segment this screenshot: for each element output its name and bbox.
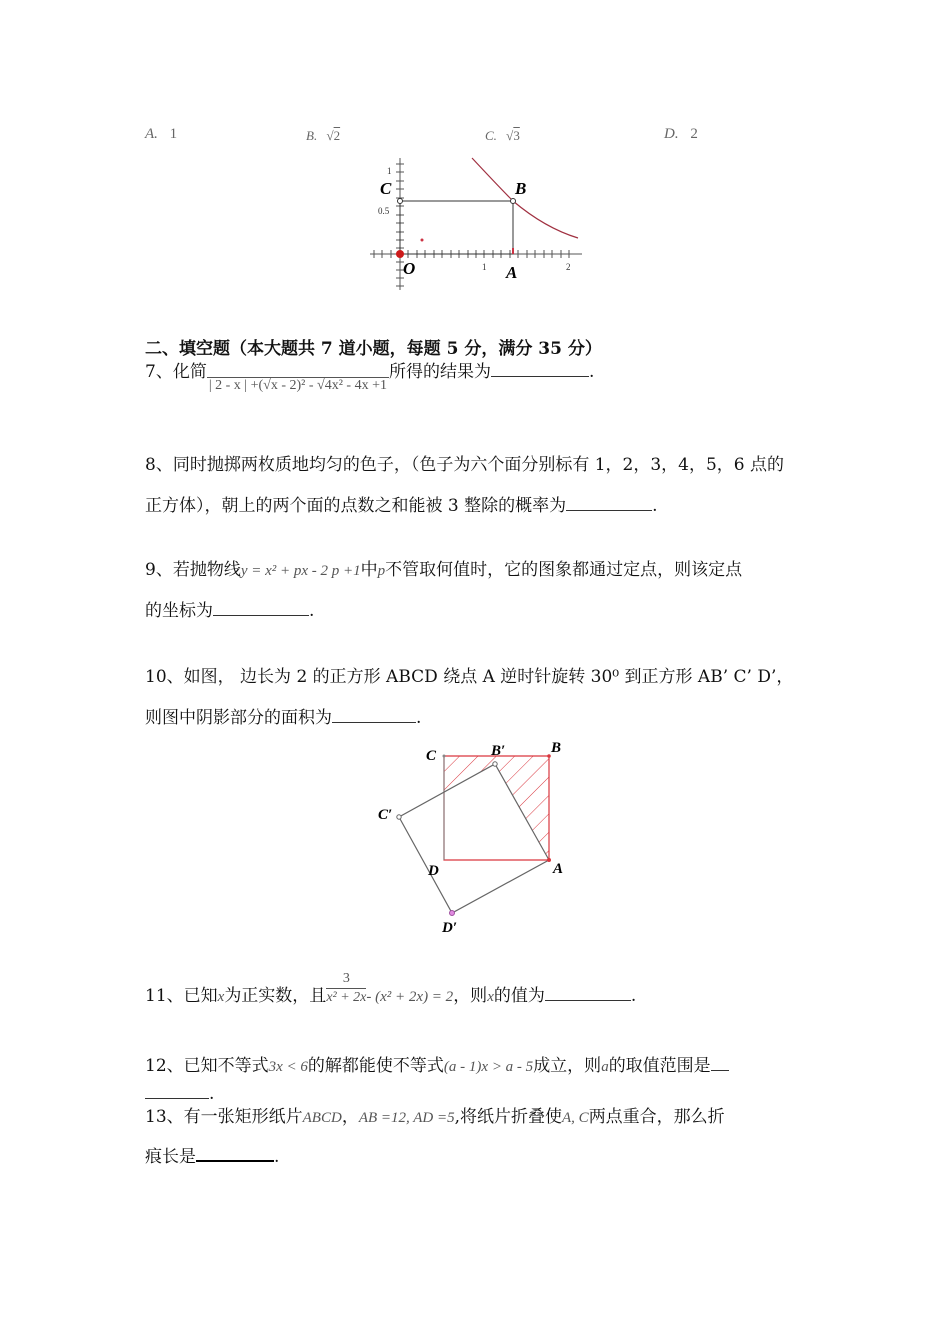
question-8-line2: [145, 492, 658, 519]
q11-var-2: x: [487, 989, 494, 1005]
point-stray: [421, 239, 424, 242]
section-heading: 二、填空题（本大题共 7 道小题，每题 5 分，满分 35 分）: [145, 339, 602, 359]
q13-dims: AB =12, AD =5: [358, 1110, 455, 1126]
q12-answer-blank-part1[interactable]: [711, 1052, 729, 1071]
tick-label-y05: 0.5: [378, 206, 390, 216]
graph-hyperbola-figure: [360, 150, 590, 290]
q11-prefix: 11、已知: [145, 986, 218, 1006]
option-c-label: C.: [485, 128, 497, 143]
q11-fraction: [326, 970, 366, 1007]
question-8-line1: 8、同时抛掷两枚质地均匀的色子，（色子为六个面分别标有 1，2，3，4，5，6 点的: [145, 455, 785, 475]
vertex-c: [443, 755, 446, 758]
q9-line2-text: 的坐标为: [145, 601, 213, 621]
q13-line2-text: 痕长是: [145, 1147, 196, 1167]
q13-sep: ，: [341, 1107, 359, 1127]
q7-answer-blank[interactable]: [491, 358, 589, 377]
q11-after2: 的值为: [493, 986, 545, 1006]
label-dp: D′: [442, 920, 458, 936]
point-c: [398, 199, 403, 204]
tick-label-x2: 2: [566, 262, 571, 272]
q13-answer-blank[interactable]: [196, 1142, 274, 1162]
option-b: [306, 128, 340, 144]
q12-mid: 的解都能使不等式: [307, 1056, 444, 1076]
q8-answer-blank[interactable]: [566, 492, 652, 511]
q13-prefix: 13、有一张矩形纸片: [145, 1107, 303, 1127]
option-b-label: B.: [306, 128, 318, 143]
option-a-value: 1: [169, 126, 178, 142]
vertex-bp: [493, 762, 497, 766]
q12-after: 成立，则: [533, 1056, 602, 1076]
question-7: [145, 358, 595, 393]
question-13-line1: [145, 1104, 725, 1131]
q11-formula-tail: - (x² + 2x) = 2: [366, 989, 454, 1005]
option-c-value: 3: [513, 128, 520, 143]
option-a: [145, 126, 177, 143]
label-c: C: [380, 179, 392, 198]
q13-after: 两点重合，那么折: [588, 1107, 725, 1127]
question-13-line2: [145, 1142, 279, 1170]
option-d: [664, 126, 698, 143]
option-b-value: 2: [333, 128, 341, 143]
q9-mid: 中: [360, 560, 378, 580]
q10-end: .: [416, 708, 422, 728]
option-d-value: 2: [690, 126, 698, 142]
hyperbola-curve: [472, 158, 578, 238]
question-10-line1: 10、如图， 边长为 2 的正方形 ABCD 绕点 A 逆时针旋转 30⁰ 到正方形 AB’ C’ D’，: [145, 667, 794, 687]
q9-answer-blank[interactable]: [213, 597, 309, 616]
q13-rect: ABCD: [302, 1110, 342, 1126]
question-12-line1: [145, 1052, 729, 1080]
q10-line2-text: 则图中阴影部分的面积为: [145, 708, 332, 728]
question-12-line2: [145, 1080, 214, 1107]
question-9-line2: [145, 597, 314, 624]
label-bp: B′: [491, 743, 506, 759]
q12-after2: 的取值范围是: [608, 1056, 711, 1076]
label-b: B: [551, 740, 562, 756]
label-o: O: [403, 259, 416, 278]
q7-end: .: [588, 362, 595, 382]
q13-mid: ,将纸片折叠使: [454, 1107, 563, 1127]
q7-suffix: 所得的结果为: [388, 362, 491, 382]
vertex-dp: [450, 911, 455, 916]
rectangle-oabc: [400, 201, 513, 254]
q11-after: ，则: [453, 986, 488, 1006]
option-b-radical: √: [326, 128, 334, 143]
label-b: B: [515, 179, 527, 198]
q9-after: 不管取何值时，它的图象都通过定点，则该定点: [385, 560, 743, 580]
q11-answer-blank[interactable]: [545, 982, 631, 1001]
q11-frac-den: x² + 2x: [326, 990, 367, 1005]
point-b: [511, 199, 516, 204]
label-cp: C′: [378, 807, 393, 823]
q8-line2-text: 正方体），朝上的两个面的点数之和能被 3 整除的概率为: [145, 496, 567, 516]
question-10-line2: [145, 704, 421, 731]
q10-answer-blank[interactable]: [332, 704, 416, 723]
option-d-label: D.: [664, 126, 679, 142]
q11-end: .: [630, 986, 637, 1006]
vertex-cp: [397, 815, 401, 819]
point-o: [396, 250, 404, 258]
q11-mid: 为正实数，且: [224, 986, 327, 1006]
q9-end: .: [309, 601, 315, 621]
label-a: A: [553, 861, 564, 877]
q7-formula: | 2 - x | +(√x - 2)² - √4x² - 4x +1: [208, 378, 387, 393]
tick-label-x1: 1: [482, 262, 487, 272]
q11-frac-num: 3: [326, 970, 366, 989]
label-d: D: [428, 863, 439, 879]
q12-var: a: [601, 1059, 609, 1075]
q12-end: .: [209, 1084, 215, 1104]
question-9-line1: [145, 557, 742, 584]
q13-end: .: [274, 1147, 280, 1167]
tick-label-y1: 1: [387, 166, 392, 176]
vertex-a: [547, 858, 551, 862]
q12-ineq1: 3x < 6: [268, 1059, 308, 1075]
q7-prefix: 7、化简: [145, 362, 207, 382]
q9-var: p: [377, 563, 386, 579]
q9-prefix: 9、若抛物线: [145, 560, 241, 580]
option-c-radical: √: [506, 128, 514, 143]
label-a: A: [506, 263, 518, 282]
rotated-square-figure: [370, 735, 580, 940]
q12-answer-blank-part2[interactable]: [145, 1080, 209, 1099]
q12-prefix: 12、已知不等式: [145, 1056, 269, 1076]
label-c: C: [426, 748, 437, 764]
option-a-label: A.: [145, 126, 158, 142]
option-c: [485, 128, 520, 144]
q13-points: A, C: [562, 1110, 589, 1126]
question-11: [145, 971, 637, 1010]
q9-formula: y = x² + px - 2 p +1: [240, 563, 361, 579]
shaded-region: [444, 756, 549, 860]
q8-end: .: [652, 496, 658, 516]
q12-ineq2: (a - 1)x > a - 5: [443, 1059, 534, 1075]
q11-var: x: [217, 989, 225, 1005]
